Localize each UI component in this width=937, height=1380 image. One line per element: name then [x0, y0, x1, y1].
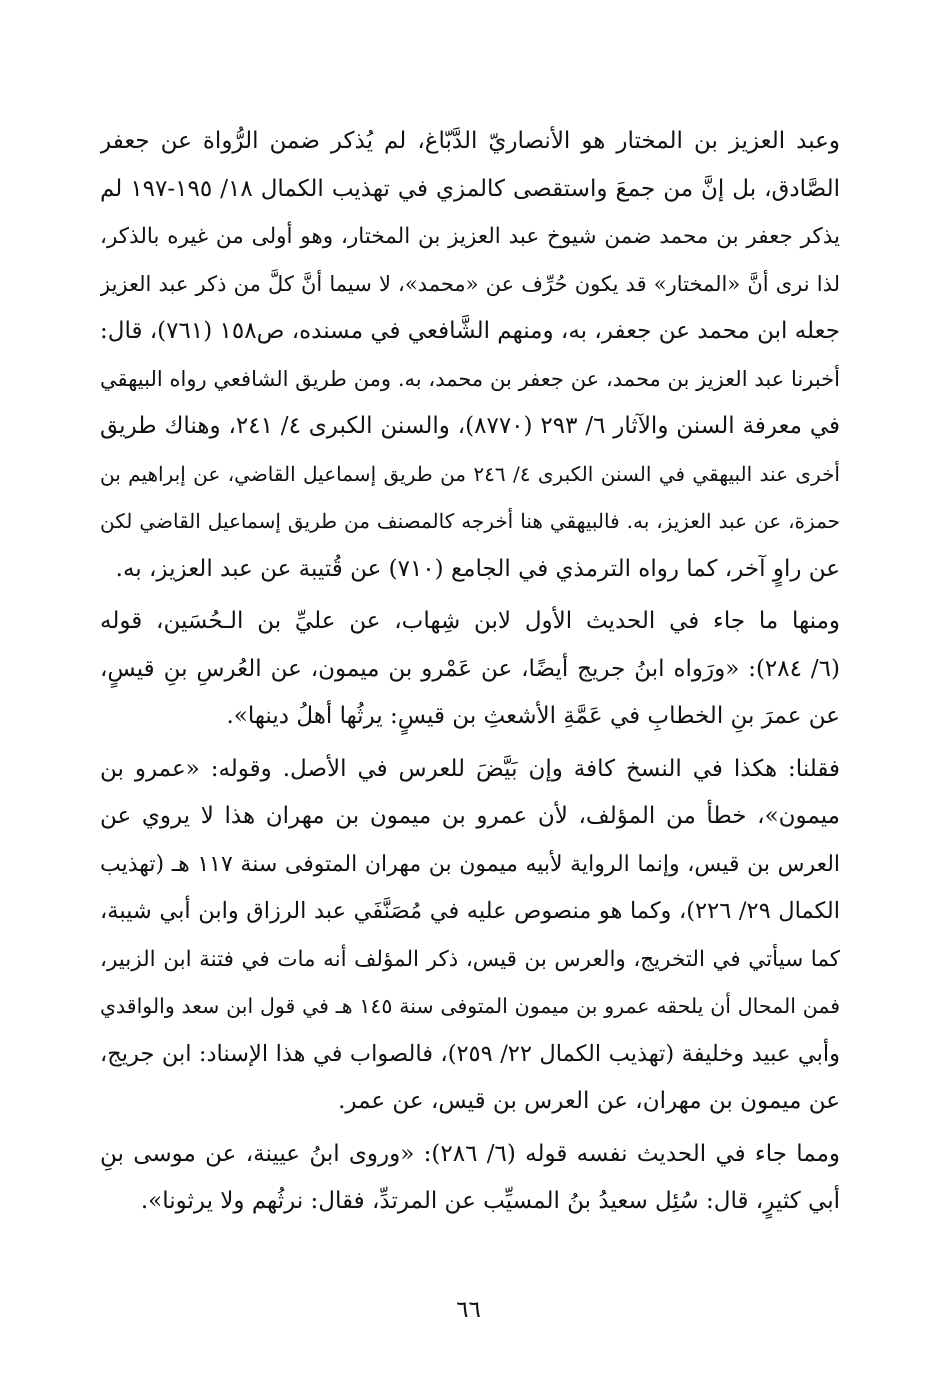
text-line: عن راوٍ آخر، كما رواه الترمذي في الجامع (٧١٠) عن قُتيبة عن عبد العزيز، به. — [115, 555, 840, 582]
text-line: وعبد العزيز بن المختار هو الأنصاريّ الدَّبّاغ، لم يُذكر ضمن الرُّواة عن جعفر — [100, 128, 840, 154]
text-line: أخرى عند البيهقي في السنن الكبرى ٤/ ٢٤٦ من طريق إسماعيل القاضي، عن إبراهيم بن — [100, 461, 840, 486]
text-line: (٦/ ٢٨٤): «ورَواه ابنُ جريج أيضًا، عن عَمْرو بن ميمون، عن العُرسِ بنِ قيسٍ، — [100, 655, 840, 682]
text-line: ميمون»، خطأ من المؤلف، لأن عمرو بن ميمون بن مهران هذا لا يروي عن — [100, 803, 840, 829]
text-line: لذا نرى أنَّ «المختار» قد يكون حُرِّف عن «محمد»، لا سيما أنَّ كلَّ من ذكر عبد العزيز — [100, 271, 840, 296]
page-body — [100, 118, 840, 1226]
text-line: كما سيأتي في التخريج، والعرس بن قيس، ذكر المؤلف أنه مات في فتنة ابن الزبير، — [100, 946, 840, 972]
text-line: حمزة، عن عبد العزيز، به. فالبيهقي هنا أخرجه كالمصنف من طريق إسماعيل القاضي لكن — [100, 509, 840, 533]
text-line: جعله ابن محمد عن جعفر، به، ومنهم الشَّافعي في مسنده، ص١٥٨ (٧٦١)، قال: — [100, 318, 840, 344]
paragraph-2 — [100, 598, 840, 741]
text-line: عن عمرَ بنِ الخطابِ في عَمَّةِ الأشعثِ بن قيسٍ: يرثُها أهلُ دينها». — [226, 703, 840, 729]
text-line: عن ميمون بن مهران، عن العرس بن قيس، عن عمر. — [338, 1088, 840, 1114]
text-line: أبي كثيرٍ، قال: سُئِل سعيدُ بنُ المسيِّب عن المرتدِّ، فقال: نرثُهم ولا يرثونا». — [140, 1188, 840, 1214]
paragraph-4 — [100, 1131, 840, 1226]
text-line: العرس بن قيس، وإنما الرواية لأبيه ميمون بن مهران المتوفى سنة ١١٧ هـ (تهذيب — [100, 851, 840, 877]
text-line: الصَّادق، بل إنَّ من جمعَ واستقصى كالمزي في تهذيب الكمال ١٨/ ١٩٥-١٩٧ لم — [100, 175, 840, 202]
text-line: ومما جاء في الحديث نفسه قوله (٦/ ٢٨٦): «وروى ابنُ عيينة، عن موسى بنِ — [100, 1140, 840, 1167]
text-line: وأبي عبيد وخليفة (تهذيب الكمال ٢٢/ ٢٥٩)، فالصواب في هذا الإسناد: ابن جريج، — [100, 1040, 840, 1067]
paragraph-3 — [100, 746, 840, 1126]
text-line: فمن المحال أن يلحقه عمرو بن ميمون المتوفى سنة ١٤٥ هـ في قول ابن سعد والواقدي — [100, 994, 840, 1018]
text-line: الكمال ٢٩/ ٢٢٦)، وكما هو منصوص عليه في مُصَنَّفَي عبد الرزاق وابن أبي شيبة، — [100, 898, 840, 924]
paragraph-1 — [100, 118, 840, 593]
page-number: ٦٦ — [456, 1297, 481, 1323]
text-line: ومنها ما جاء في الحديث الأول لابن شِهاب، عن عليِّ بن الـحُسَين، قوله — [100, 608, 840, 634]
text-line: فقلنا: هكذا في النسخ كافة وإن بَيَّضَ للعرس في الأصل. وقوله: «عمرو بن — [100, 755, 840, 782]
text-line: يذكر جعفر بن محمد ضمن شيوخ عبد العزيز بن المختار، وهو أولى من غيره بالذكر، — [100, 224, 840, 249]
text-line: أخبرنا عبد العزيز بن محمد، عن جعفر بن محمد، به. ومن طريق الشافعي رواه البيهقي — [100, 366, 840, 391]
text-line: في معرفة السنن والآثار ٦/ ٢٩٣ (٨٧٧٠)، والسنن الكبرى ٤/ ٢٤١، وهناك طريق — [100, 413, 840, 439]
